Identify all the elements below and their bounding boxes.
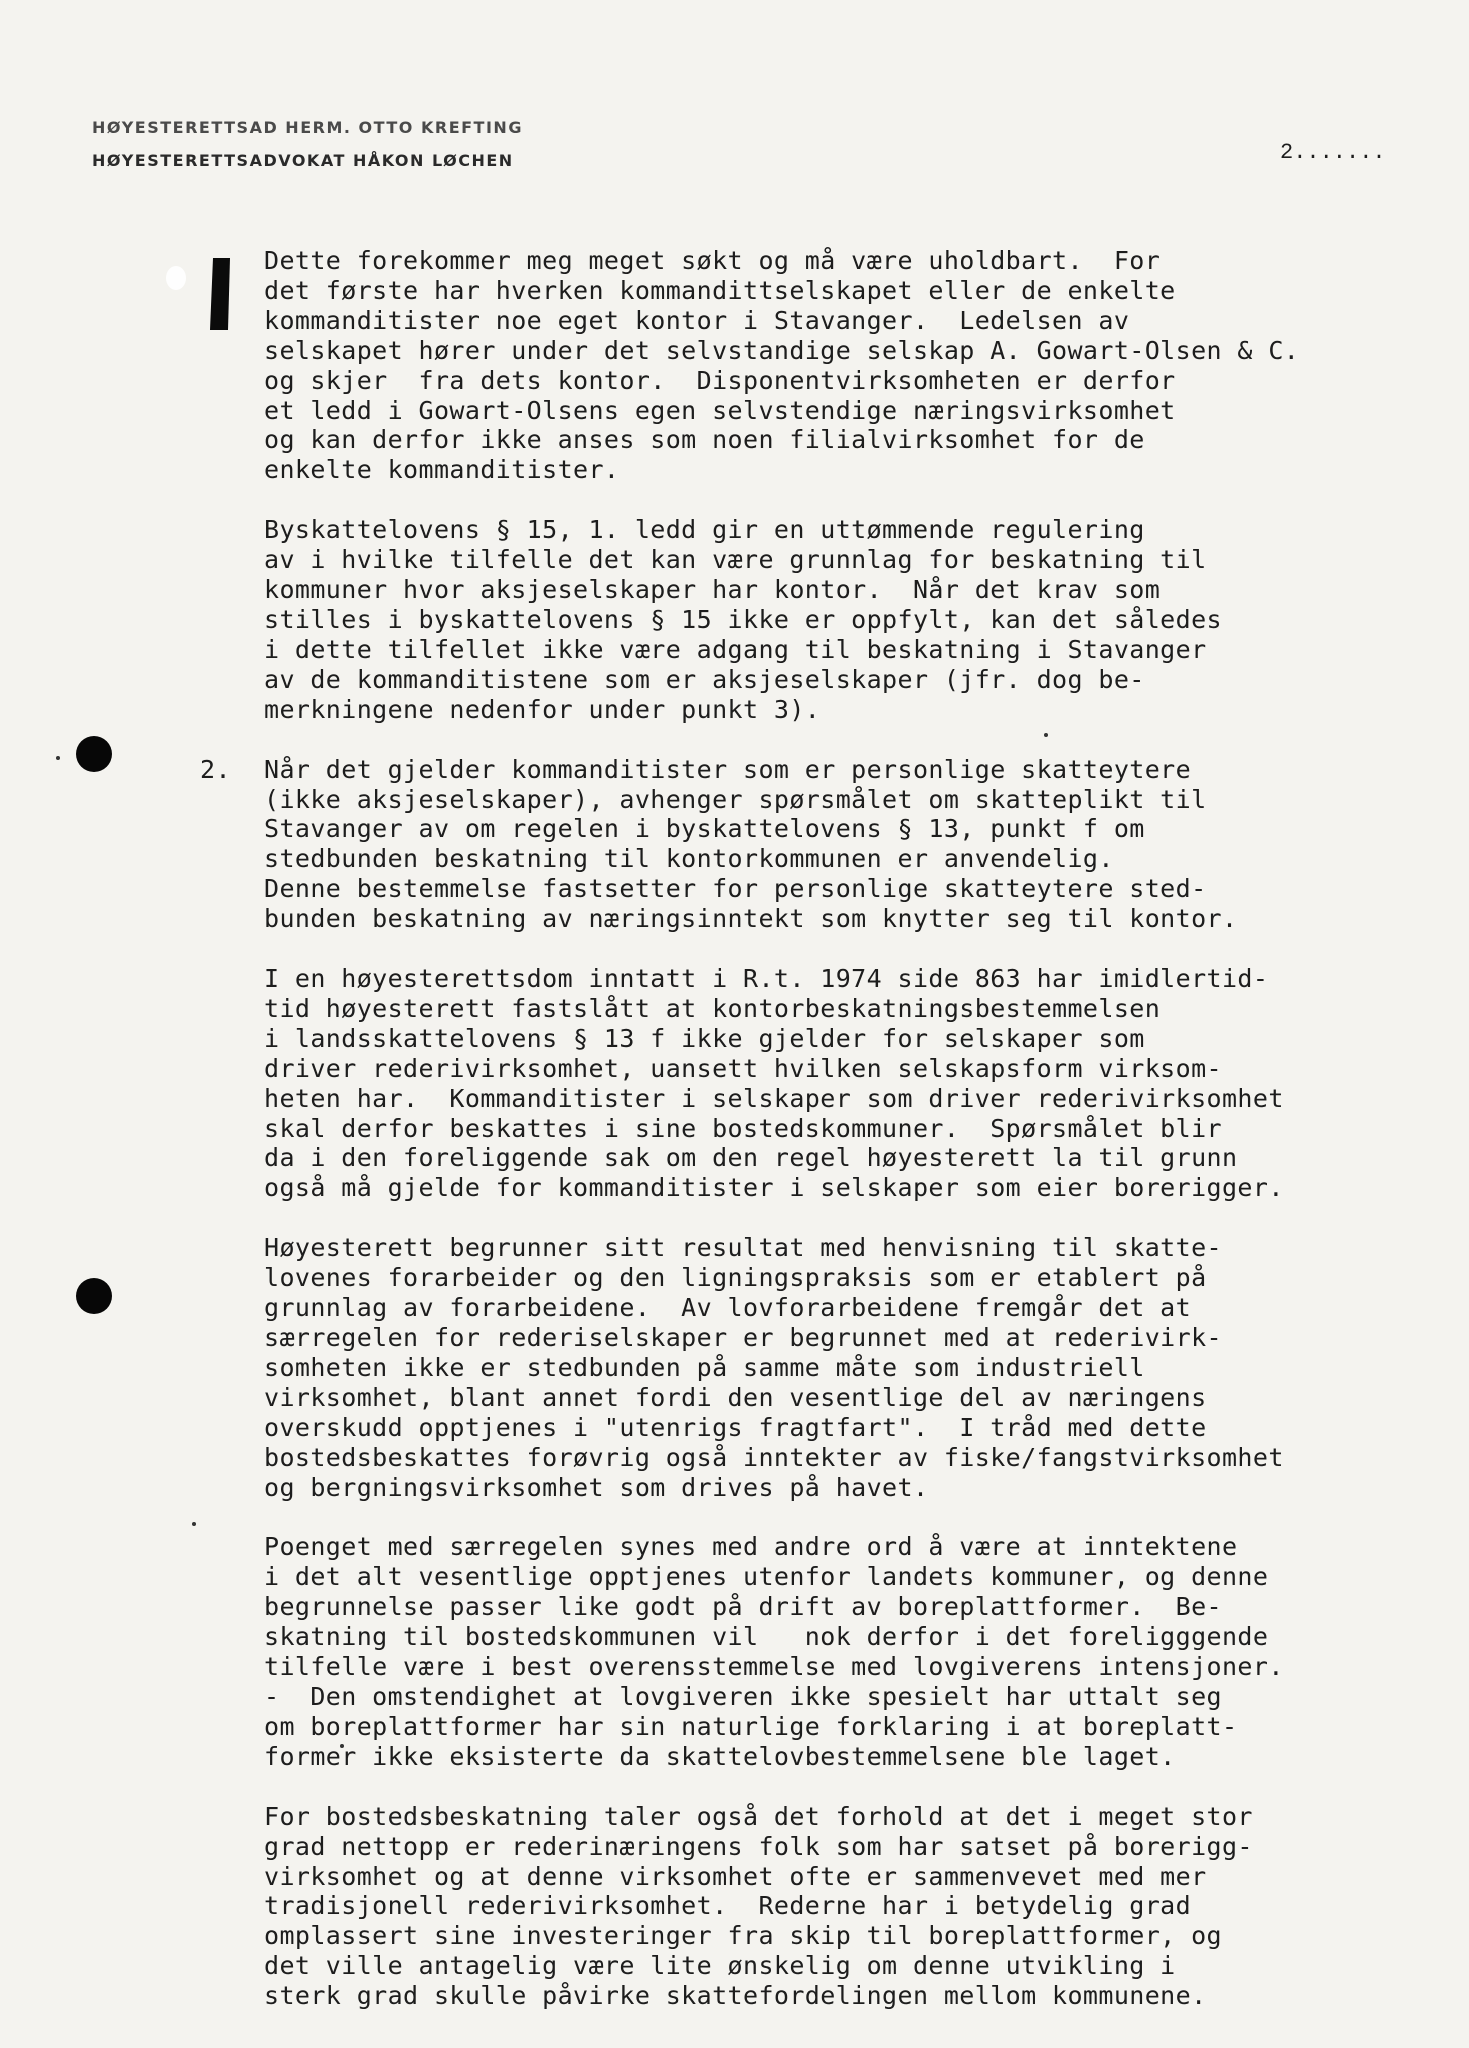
page-number: 2.......: [1280, 140, 1386, 165]
text-line: om boreplattformer har sin naturlige forklaring i at boreplatt-: [264, 1711, 1238, 1741]
text-line: lovenes forarbeider og den ligningspraksis som er etablert på: [264, 1263, 1207, 1293]
letterhead-line-2: HØYESTERETTSADVOKAT HÅKON LØCHEN: [92, 151, 514, 170]
text-line: Når det gjelder kommanditister som er personlige skatteytere: [264, 754, 1192, 784]
text-line: tradisjonell rederivirksomhet. Rederne har i betydelig grad: [264, 1891, 1192, 1921]
numbered-paragraph: [200, 754, 1434, 934]
paragraph: [264, 1233, 1434, 1502]
text-line: omplassert sine investeringer fra skip til boreplattformer, og: [264, 1921, 1222, 1951]
text-line: det første har hverken kommandittselskapet eller de enkelte: [264, 275, 1176, 305]
text-line: stilles i byskattelovens § 15 ikke er oppfylt, kan det således: [264, 604, 1222, 634]
text-line: merkningene nedenfor under punkt 3).: [264, 694, 821, 724]
text-line: Høyesterett begrunner sitt resultat med henvisning til skatte-: [264, 1233, 1222, 1263]
text-line: i landsskattelovens § 13 f ikke gjelder for selskaper som: [264, 1023, 1145, 1053]
text-line: også må gjelde for kommanditister i selskaper som eier borerigger.: [264, 1173, 1284, 1203]
text-line: et ledd i Gowart-Olsens egen selvstendige næringsvirksomhet: [264, 395, 1176, 425]
text-line: somheten ikke er stedbunden på samme måte som industriell: [264, 1352, 1145, 1382]
text-line: virksomhet, blant annet fordi den vesentlige del av næringens: [264, 1382, 1207, 1412]
text-line: grunnlag av forarbeidene. Av lovforarbeidene fremgår det at: [264, 1293, 1192, 1323]
text-line: grad nettopp er rederinæringens folk som har satset på borerigg-: [264, 1831, 1253, 1861]
text-line: virksomhet og at denne virksomhet ofte er sammenvevet med mer: [264, 1861, 1207, 1891]
text-line: sterk grad skulle påvirke skattefordelingen mellom kommunene.: [264, 1981, 1207, 2011]
text-line: i dette tilfellet ikke være adgang til beskatning i Stavanger: [264, 634, 1207, 664]
text-line: selskapet hører under det selvstandige selskap A. Gowart-Olsen & C.: [264, 335, 1300, 365]
text-line: Stavanger av om regelen i byskattelovens § 13, punkt f om: [264, 814, 1145, 844]
paragraph: [264, 1802, 1434, 2011]
text-line: og kan derfor ikke anses som noen filialvirksomhet for de: [264, 425, 1145, 455]
paragraph: [264, 964, 1434, 1203]
text-line: skatning til bostedskommunen vil nok derfor i det foreligggende: [264, 1622, 1269, 1652]
text-line: bunden beskatning av næringsinntekt som knytter seg til kontor.: [264, 904, 1238, 934]
paragraph: [264, 246, 1434, 485]
letter-body: [200, 246, 1434, 2041]
text-line: av de kommanditistene som er aksjeselskaper (jfr. dog be-: [264, 664, 1145, 694]
text-line: bostedsbeskattes forøvrig også inntekter av fiske/fangstvirksomhet: [264, 1442, 1284, 1472]
punch-hole-mark: [76, 1278, 112, 1314]
text-line: former ikke eksisterte da skattelovbestemmelsene ble laget.: [264, 1741, 1176, 1771]
punch-hole-mark: [76, 736, 112, 772]
text-line: Dette forekommer meg meget søkt og må være uholdbart. For: [264, 246, 1161, 275]
text-line: enkelte kommanditister.: [264, 455, 620, 485]
paragraph-number: 2.: [200, 754, 231, 784]
stray-dot-mark: [192, 1522, 196, 1526]
ink-smudge-mark: [158, 258, 238, 330]
text-line: Denne bestemmelse fastsetter for personlige skatteytere sted-: [264, 874, 1207, 904]
text-line: Byskattelovens § 15, 1. ledd gir en uttømmende regulering: [264, 515, 1145, 545]
text-line: For bostedsbeskatning taler også det forhold at det i meget stor: [264, 1801, 1253, 1831]
text-line: i det alt vesentlige opptjenes utenfor landets kommuner, og denne: [264, 1562, 1269, 1592]
text-line: skal derfor beskattes i sine bostedskommuner. Spørsmålet blir: [264, 1113, 1222, 1143]
text-line: Poenget med særregelen synes med andre ord å være at inntektene: [264, 1532, 1238, 1562]
letterhead-line-1: HØYESTERETTSAD HERM. OTTO KREFTING: [92, 118, 523, 137]
text-line: det ville antagelig være lite ønskelig om denne utvikling i: [264, 1951, 1176, 1981]
text-line: kommanditister noe eget kontor i Stavanger. Ledelsen av: [264, 305, 1130, 335]
text-line: særregelen for rederiselskaper er begrunnet med at rederivirk-: [264, 1323, 1222, 1352]
paragraph: [264, 1532, 1434, 1771]
text-line: heten har. Kommanditister i selskaper som driver rederivirksomhet: [264, 1083, 1284, 1113]
text-line: driver rederivirksomhet, uansett hvilken selskapsform virksom-: [264, 1053, 1222, 1083]
text-line: (ikke aksjeselskaper), avhenger spørsmålet om skatteplikt til: [264, 784, 1207, 814]
text-line: og bergningsvirksomhet som drives på havet.: [264, 1472, 929, 1502]
text-line: av i hvilke tilfelle det kan være grunnlag for beskatning til: [264, 545, 1207, 575]
text-line: stedbunden beskatning til kontorkommunen er anvendelig.: [264, 844, 1114, 874]
text-line: - Den omstendighet at lovgiveren ikke spesielt har uttalt seg: [264, 1681, 1222, 1711]
text-line: og skjer fra dets kontor. Disponentvirksomheten er derfor: [264, 365, 1176, 395]
stray-dot-mark: [56, 756, 60, 760]
text-line: I en høyesterettsdom inntatt i R.t. 1974 side 863 har imidlertid-: [264, 964, 1269, 994]
text-line: tilfelle være i best overensstemmelse med lovgiverens intensjoner.: [264, 1652, 1284, 1682]
text-line: overskudd opptjenes i "utenrigs fragtfart". I tråd med dette: [264, 1412, 1207, 1442]
paragraph: [264, 515, 1434, 724]
text-line: kommuner hvor aksjeselskaper har kontor. Når det krav som: [264, 575, 1161, 605]
text-line: da i den foreliggende sak om den regel høyesterett la til grunn: [264, 1143, 1238, 1173]
text-line: tid høyesterett fastslått at kontorbeskatningsbestemmelsen: [264, 993, 1161, 1023]
text-line: begrunnelse passer like godt på drift av boreplattformer. Be-: [264, 1592, 1222, 1622]
